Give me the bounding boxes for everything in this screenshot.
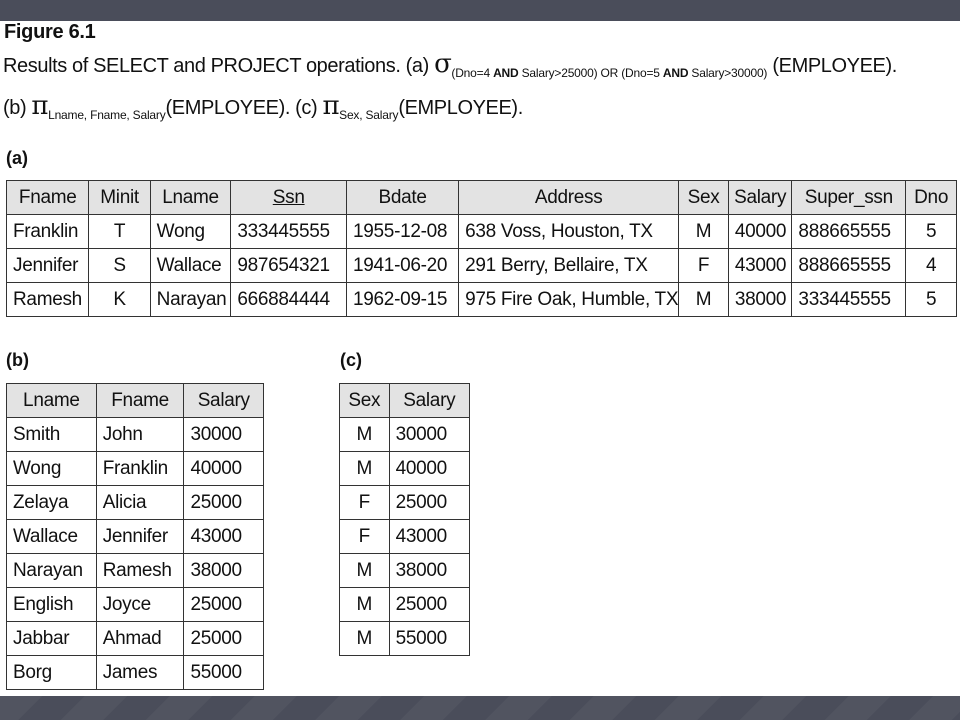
table-row	[7, 215, 957, 249]
table-cell: 5	[906, 283, 957, 317]
column-header-label: Address	[534, 186, 603, 208]
table-cell: M	[340, 452, 390, 486]
column-header	[459, 181, 679, 215]
table-cell: 38000	[728, 283, 792, 317]
part-a-label: (a)	[6, 148, 28, 168]
table-cell: F	[340, 520, 390, 554]
column-header	[7, 181, 89, 215]
table-cell: 43000	[184, 520, 264, 554]
slide-bottom-band	[0, 696, 960, 720]
table-cell: Smith	[7, 418, 97, 452]
column-header	[340, 384, 390, 418]
table-row	[7, 418, 264, 452]
column-header	[150, 181, 231, 215]
column-header	[347, 181, 459, 215]
table-cell: M	[340, 554, 390, 588]
table-cell: 25000	[389, 486, 469, 520]
table-cell: M	[679, 215, 729, 249]
table-cell: M	[340, 622, 390, 656]
column-header-label: Sex	[687, 186, 720, 208]
table-cell: Wong	[7, 452, 97, 486]
table-cell: James	[96, 656, 184, 690]
table-cell: Joyce	[96, 588, 184, 622]
table-cell: 55000	[389, 622, 469, 656]
column-header-label: Fname	[18, 186, 77, 208]
table-cell: 638 Voss, Houston, TX	[459, 215, 679, 249]
table-cell: Ahmad	[96, 622, 184, 656]
caption-text-a: Results of SELECT and PROJECT operations. (a)	[3, 55, 435, 77]
part-b-label: (b)	[6, 350, 29, 370]
table-c-header-row	[340, 384, 470, 418]
column-header	[96, 384, 184, 418]
cond-part-1: (Dno=4	[451, 66, 494, 80]
table-cell: 25000	[184, 486, 264, 520]
table-cell: 38000	[184, 554, 264, 588]
table-cell: Jennifer	[96, 520, 184, 554]
column-header-label: Bdate	[378, 186, 427, 208]
figure-caption	[3, 48, 953, 132]
table-cell: John	[96, 418, 184, 452]
column-header-label: Dno	[914, 186, 949, 208]
table-cell: 5	[906, 215, 957, 249]
table-cell: 888665555	[792, 249, 906, 283]
pi-symbol-b: π	[31, 91, 49, 121]
table-row	[340, 554, 470, 588]
pi-b-attributes: Lname, Fname, Salary	[48, 108, 166, 122]
table-cell: M	[340, 418, 390, 452]
table-cell: 43000	[728, 249, 792, 283]
table-cell: English	[7, 588, 97, 622]
table-cell: Franklin	[96, 452, 184, 486]
table-cell: M	[340, 588, 390, 622]
table-cell: 987654321	[231, 249, 347, 283]
table-cell: Wallace	[150, 249, 231, 283]
caption-text-b-end: (EMPLOYEE). (c)	[165, 97, 323, 119]
column-header-label: Salary	[197, 389, 250, 411]
column-header	[792, 181, 906, 215]
table-b	[6, 383, 264, 690]
figure-title: Figure 6.1	[4, 21, 96, 43]
column-header-label: Fname	[111, 389, 169, 411]
table-row	[340, 452, 470, 486]
table-cell: 55000	[184, 656, 264, 690]
table-cell: 1955-12-08	[347, 215, 459, 249]
pi-symbol-c: π	[322, 91, 340, 121]
column-header	[906, 181, 957, 215]
column-header	[679, 181, 729, 215]
table-cell: F	[679, 249, 729, 283]
table-row	[7, 520, 264, 554]
sigma-condition	[451, 66, 767, 80]
table-row	[7, 588, 264, 622]
table-cell: M	[679, 283, 729, 317]
column-header	[231, 181, 347, 215]
column-header	[184, 384, 264, 418]
table-cell: 38000	[389, 554, 469, 588]
table-cell: 40000	[184, 452, 264, 486]
column-header-label: Salary	[403, 389, 456, 411]
part-c-label: (c)	[340, 350, 362, 370]
table-cell: 40000	[389, 452, 469, 486]
table-cell: Narayan	[7, 554, 97, 588]
table-row	[7, 656, 264, 690]
table-a	[6, 180, 957, 317]
table-c	[339, 383, 470, 656]
cond-part-2: Salary>25000) OR (Dno=5	[518, 66, 663, 80]
table-cell: Jabbar	[7, 622, 97, 656]
table-cell: 291 Berry, Bellaire, TX	[459, 249, 679, 283]
column-header-label: Super_ssn	[804, 186, 893, 208]
table-row	[7, 486, 264, 520]
table-row	[340, 486, 470, 520]
table-cell: Wong	[150, 215, 231, 249]
table-row	[340, 588, 470, 622]
table-b-header-row	[7, 384, 264, 418]
table-cell: 43000	[389, 520, 469, 554]
table-row	[340, 418, 470, 452]
table-cell: 1941-06-20	[347, 249, 459, 283]
sigma-symbol: σ	[434, 49, 452, 79]
table-cell: Zelaya	[7, 486, 97, 520]
table-cell: 40000	[728, 215, 792, 249]
table-row	[7, 452, 264, 486]
caption-text-c-end: (EMPLOYEE).	[398, 97, 523, 119]
column-header-label: Lname	[162, 186, 219, 208]
cond-and-1: AND	[493, 66, 519, 80]
table-cell: Alicia	[96, 486, 184, 520]
table-cell: 333445555	[231, 215, 347, 249]
slide-top-band	[0, 0, 960, 21]
table-cell: T	[89, 215, 150, 249]
table-cell: 666884444	[231, 283, 347, 317]
table-cell: 975 Fire Oak, Humble, TX	[459, 283, 679, 317]
table-cell: S	[89, 249, 150, 283]
table-cell: F	[340, 486, 390, 520]
table-cell: 888665555	[792, 215, 906, 249]
table-row	[7, 283, 957, 317]
table-row	[7, 622, 264, 656]
table-cell: Narayan	[150, 283, 231, 317]
table-cell: Wallace	[7, 520, 97, 554]
caption-text-a-end: (EMPLOYEE).	[767, 55, 897, 77]
table-cell: 25000	[184, 588, 264, 622]
table-cell: 333445555	[792, 283, 906, 317]
table-cell: Ramesh	[7, 283, 89, 317]
caption-text-b: (b)	[3, 97, 32, 119]
column-header-label: Ssn	[272, 186, 305, 208]
table-cell: 4	[906, 249, 957, 283]
table-cell: Jennifer	[7, 249, 89, 283]
table-cell: 30000	[389, 418, 469, 452]
table-cell: 1962-09-15	[347, 283, 459, 317]
table-row	[340, 622, 470, 656]
pi-c-attributes: Sex, Salary	[339, 108, 399, 122]
table-row	[7, 554, 264, 588]
cond-and-2: AND	[662, 66, 689, 80]
table-a-header-row	[7, 181, 957, 215]
table-cell: K	[89, 283, 150, 317]
column-header	[728, 181, 792, 215]
column-header-label: Lname	[23, 389, 80, 411]
table-row	[340, 520, 470, 554]
column-header-label: Minit	[100, 186, 139, 208]
table-cell: Franklin	[7, 215, 89, 249]
column-header	[389, 384, 469, 418]
cond-part-3: Salary>30000)	[688, 66, 768, 80]
table-cell: Borg	[7, 656, 97, 690]
column-header-label: Salary	[734, 186, 787, 208]
column-header	[7, 384, 97, 418]
table-cell: 30000	[184, 418, 264, 452]
table-cell: 25000	[389, 588, 469, 622]
table-cell: 25000	[184, 622, 264, 656]
table-row	[7, 249, 957, 283]
table-cell: Ramesh	[96, 554, 184, 588]
column-header-label: Sex	[348, 389, 381, 411]
column-header	[89, 181, 150, 215]
